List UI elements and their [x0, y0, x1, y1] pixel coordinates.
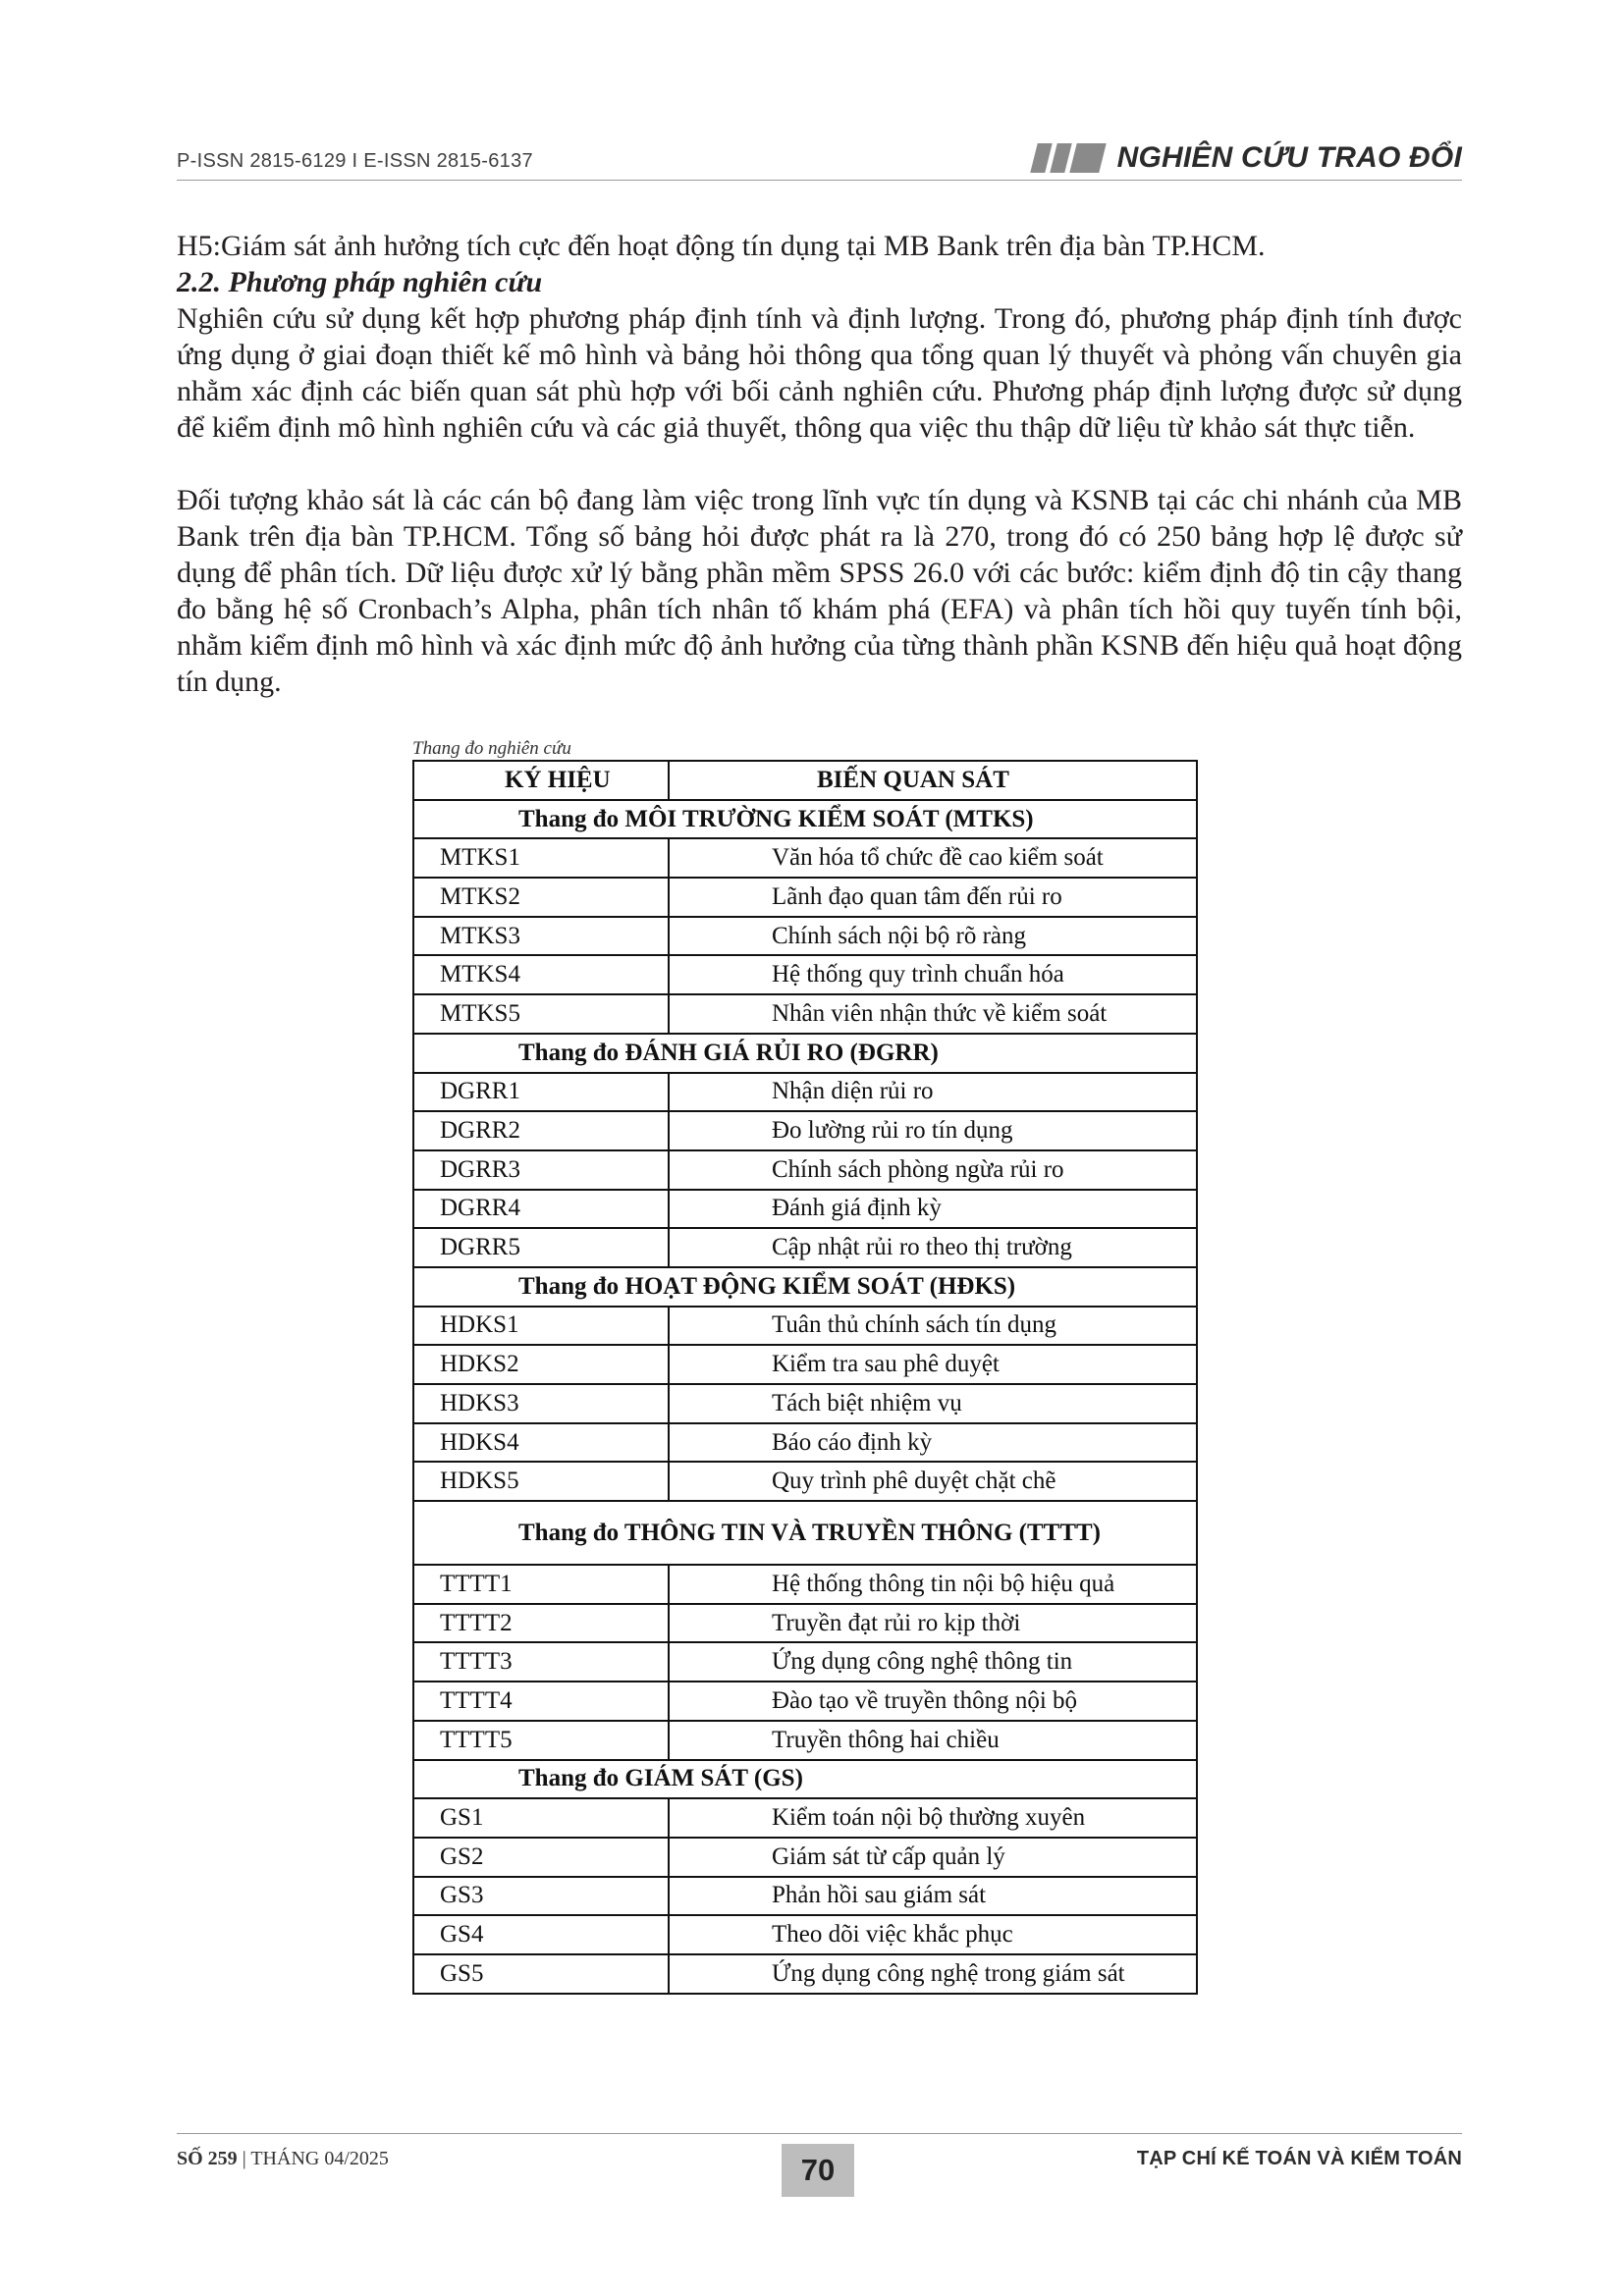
- group-title: Thang đo HOẠT ĐỘNG KIỂM SOÁT (HĐKS): [413, 1267, 1197, 1307]
- row-code: MTKS1: [413, 838, 669, 878]
- group-row-tttt: [413, 1501, 1197, 1565]
- footer-rule: [177, 2133, 1462, 2134]
- row-code: TTTT3: [413, 1642, 669, 1682]
- issue-number: SỐ 259: [177, 2148, 238, 2169]
- group-row-dgrr: [413, 1034, 1197, 1073]
- row-code: DGRR5: [413, 1228, 669, 1267]
- row-label: Hệ thống thông tin nội bộ hiệu quả: [669, 1565, 1197, 1604]
- table-row: [413, 1838, 1197, 1877]
- row-code: GS5: [413, 1954, 669, 1994]
- table-row: [413, 1877, 1197, 1916]
- row-label: Kiểm tra sau phê duyệt: [669, 1345, 1197, 1384]
- row-code: DGRR1: [413, 1073, 669, 1112]
- row-label: Truyền thông hai chiều: [669, 1721, 1197, 1760]
- row-code: HDKS3: [413, 1384, 669, 1423]
- table-row: [413, 1111, 1197, 1150]
- section-bars-icon: [1034, 143, 1108, 173]
- row-label: Hệ thống quy trình chuẩn hóa: [669, 955, 1197, 994]
- section-label: [1034, 141, 1462, 175]
- row-code: MTKS3: [413, 917, 669, 956]
- row-code: GS1: [413, 1798, 669, 1838]
- row-label: Báo cáo định kỳ: [669, 1423, 1197, 1463]
- row-code: TTTT4: [413, 1682, 669, 1721]
- row-label: Nhân viên nhận thức về kiểm soát: [669, 994, 1197, 1034]
- table-row: [413, 1462, 1197, 1501]
- row-label: Theo dõi việc khắc phục: [669, 1915, 1197, 1954]
- subheading: 2.2. Phương pháp nghiên cứu: [177, 266, 543, 298]
- row-code: MTKS5: [413, 994, 669, 1034]
- row-label: Chính sách nội bộ rõ ràng: [669, 917, 1197, 956]
- hypothesis-h5: H5:Giám sát ảnh hưởng tích cực đến hoạt động tín dụng tại MB Bank trên địa bàn TP.HCM.: [177, 230, 1266, 262]
- page-number: 70: [782, 2144, 854, 2197]
- group-title: Thang đo ĐÁNH GIÁ RỦI RO (ĐGRR): [413, 1034, 1197, 1073]
- row-label: Quy trình phê duyệt chặt chẽ: [669, 1462, 1197, 1501]
- row-code: HDKS4: [413, 1423, 669, 1463]
- group-row-gs: [413, 1760, 1197, 1799]
- paragraph-survey: Đối tượng khảo sát là các cán bộ đang làm việc trong lĩnh vực tín dụng và KSNB tại các chi nhánh của MB Bank trên địa bàn TP.HCM. Tổng số bảng hỏi được phát ra là 270, trong đó có 250 bảng hợp lệ được sử dụng để phân tích. Dữ liệu được xử lý bằng phần mềm SPSS 26.0 với các bước: kiểm định độ tin cậy thang đo bằng hệ số Cronbach’s Alpha, phân tích nhân tố khám phá (EFA) và phân tích hồi quy tuyến tính bội, nhằm kiểm định mô hình và xác định mức độ ảnh hưởng của từng thành phần KSNB đến hiệu quả hoạt động tín dụng.: [177, 484, 1462, 698]
- row-code: TTTT5: [413, 1721, 669, 1760]
- row-label: Văn hóa tổ chức đề cao kiểm soát: [669, 838, 1197, 878]
- header-symbol: KÝ HIỆU: [413, 761, 669, 800]
- row-code: DGRR3: [413, 1150, 669, 1190]
- row-code: HDKS1: [413, 1307, 669, 1346]
- table-row: [413, 1954, 1197, 1994]
- row-label: Nhận diện rủi ro: [669, 1073, 1197, 1112]
- issn-line: P-ISSN 2815-6129 I E-ISSN 2815-6137: [177, 150, 533, 172]
- table-row: [413, 1307, 1197, 1346]
- table-row: [413, 1915, 1197, 1954]
- row-code: DGRR4: [413, 1190, 669, 1229]
- table-caption: Thang đo nghiên cứu: [412, 738, 571, 759]
- table-row: [413, 1798, 1197, 1838]
- table-row: [413, 1565, 1197, 1604]
- group-row-hdks: [413, 1267, 1197, 1307]
- table-row: [413, 917, 1197, 956]
- table-row: [413, 994, 1197, 1034]
- row-code: DGRR2: [413, 1111, 669, 1150]
- row-label: Giám sát từ cấp quản lý: [669, 1838, 1197, 1877]
- row-label: Tách biệt nhiệm vụ: [669, 1384, 1197, 1423]
- scale-table: [412, 760, 1198, 1995]
- table-row: [413, 1423, 1197, 1463]
- table-row: [413, 1073, 1197, 1112]
- header-rule: [177, 180, 1462, 181]
- table-row: [413, 838, 1197, 878]
- table-row: [413, 1721, 1197, 1760]
- footer-issue: SỐ 259 | THÁNG 04/2025: [177, 2148, 389, 2169]
- row-code: HDKS2: [413, 1345, 669, 1384]
- row-label: Đo lường rủi ro tín dụng: [669, 1111, 1197, 1150]
- row-label: Chính sách phòng ngừa rủi ro: [669, 1150, 1197, 1190]
- row-label: Truyền đạt rủi ro kịp thời: [669, 1604, 1197, 1643]
- group-row-mtks: [413, 800, 1197, 839]
- table-row: [413, 955, 1197, 994]
- row-code: GS4: [413, 1915, 669, 1954]
- row-label: Lãnh đạo quan tâm đến rủi ro: [669, 878, 1197, 917]
- row-label: Cập nhật rủi ro theo thị trường: [669, 1228, 1197, 1267]
- row-label: Đào tạo về truyền thông nội bộ: [669, 1682, 1197, 1721]
- row-code: TTTT2: [413, 1604, 669, 1643]
- row-label: Đánh giá định kỳ: [669, 1190, 1197, 1229]
- row-label: Tuân thủ chính sách tín dụng: [669, 1307, 1197, 1346]
- table-row: [413, 1150, 1197, 1190]
- paragraph-method: Nghiên cứu sử dụng kết hợp phương pháp định tính và định lượng. Trong đó, phương pháp định tính được ứng dụng ở giai đoạn thiết kế mô hình và bảng hỏi thông qua tổng quan lý thuyết và phỏng vấn chuyên gia nhằm xác định các biến quan sát phù hợp với bối cảnh nghiên cứu. Phương pháp định lượng được sử dụng để kiểm định mô hình nghiên cứu và các giả thuyết, thông qua việc thu thập dữ liệu từ khảo sát thực tiễn.: [177, 302, 1462, 444]
- journal-name: TẠP CHÍ KẾ TOÁN VÀ KIỂM TOÁN: [1136, 2148, 1462, 2169]
- group-title: Thang đo THÔNG TIN VÀ TRUYỀN THÔNG (TTTT): [413, 1501, 1197, 1565]
- table-row: [413, 1228, 1197, 1267]
- row-code: HDKS5: [413, 1462, 669, 1501]
- header-variable: BIẾN QUAN SÁT: [669, 761, 1197, 800]
- table-header-row: [413, 761, 1197, 800]
- group-title: Thang đo GIÁM SÁT (GS): [413, 1760, 1197, 1799]
- issue-month: THÁNG 04/2025: [250, 2148, 389, 2169]
- row-label: Phản hồi sau giám sát: [669, 1877, 1197, 1916]
- article-body: [177, 228, 1462, 700]
- row-label: Ứng dụng công nghệ thông tin: [669, 1642, 1197, 1682]
- table-row: [413, 878, 1197, 917]
- row-code: MTKS4: [413, 955, 669, 994]
- table-row: [413, 1604, 1197, 1643]
- table-row: [413, 1682, 1197, 1721]
- section-title: NGHIÊN CỨU TRAO ĐỔI: [1116, 141, 1462, 174]
- running-header: [177, 141, 1462, 183]
- row-code: MTKS2: [413, 878, 669, 917]
- group-title: Thang đo MÔI TRƯỜNG KIỂM SOÁT (MTKS): [413, 800, 1197, 839]
- row-code: GS3: [413, 1877, 669, 1916]
- row-label: Kiểm toán nội bộ thường xuyên: [669, 1798, 1197, 1838]
- row-code: GS2: [413, 1838, 669, 1877]
- table-row: [413, 1384, 1197, 1423]
- table-row: [413, 1190, 1197, 1229]
- row-code: TTTT1: [413, 1565, 669, 1604]
- table-row: [413, 1642, 1197, 1682]
- table-row: [413, 1345, 1197, 1384]
- row-label: Ứng dụng công nghệ trong giám sát: [669, 1954, 1197, 1994]
